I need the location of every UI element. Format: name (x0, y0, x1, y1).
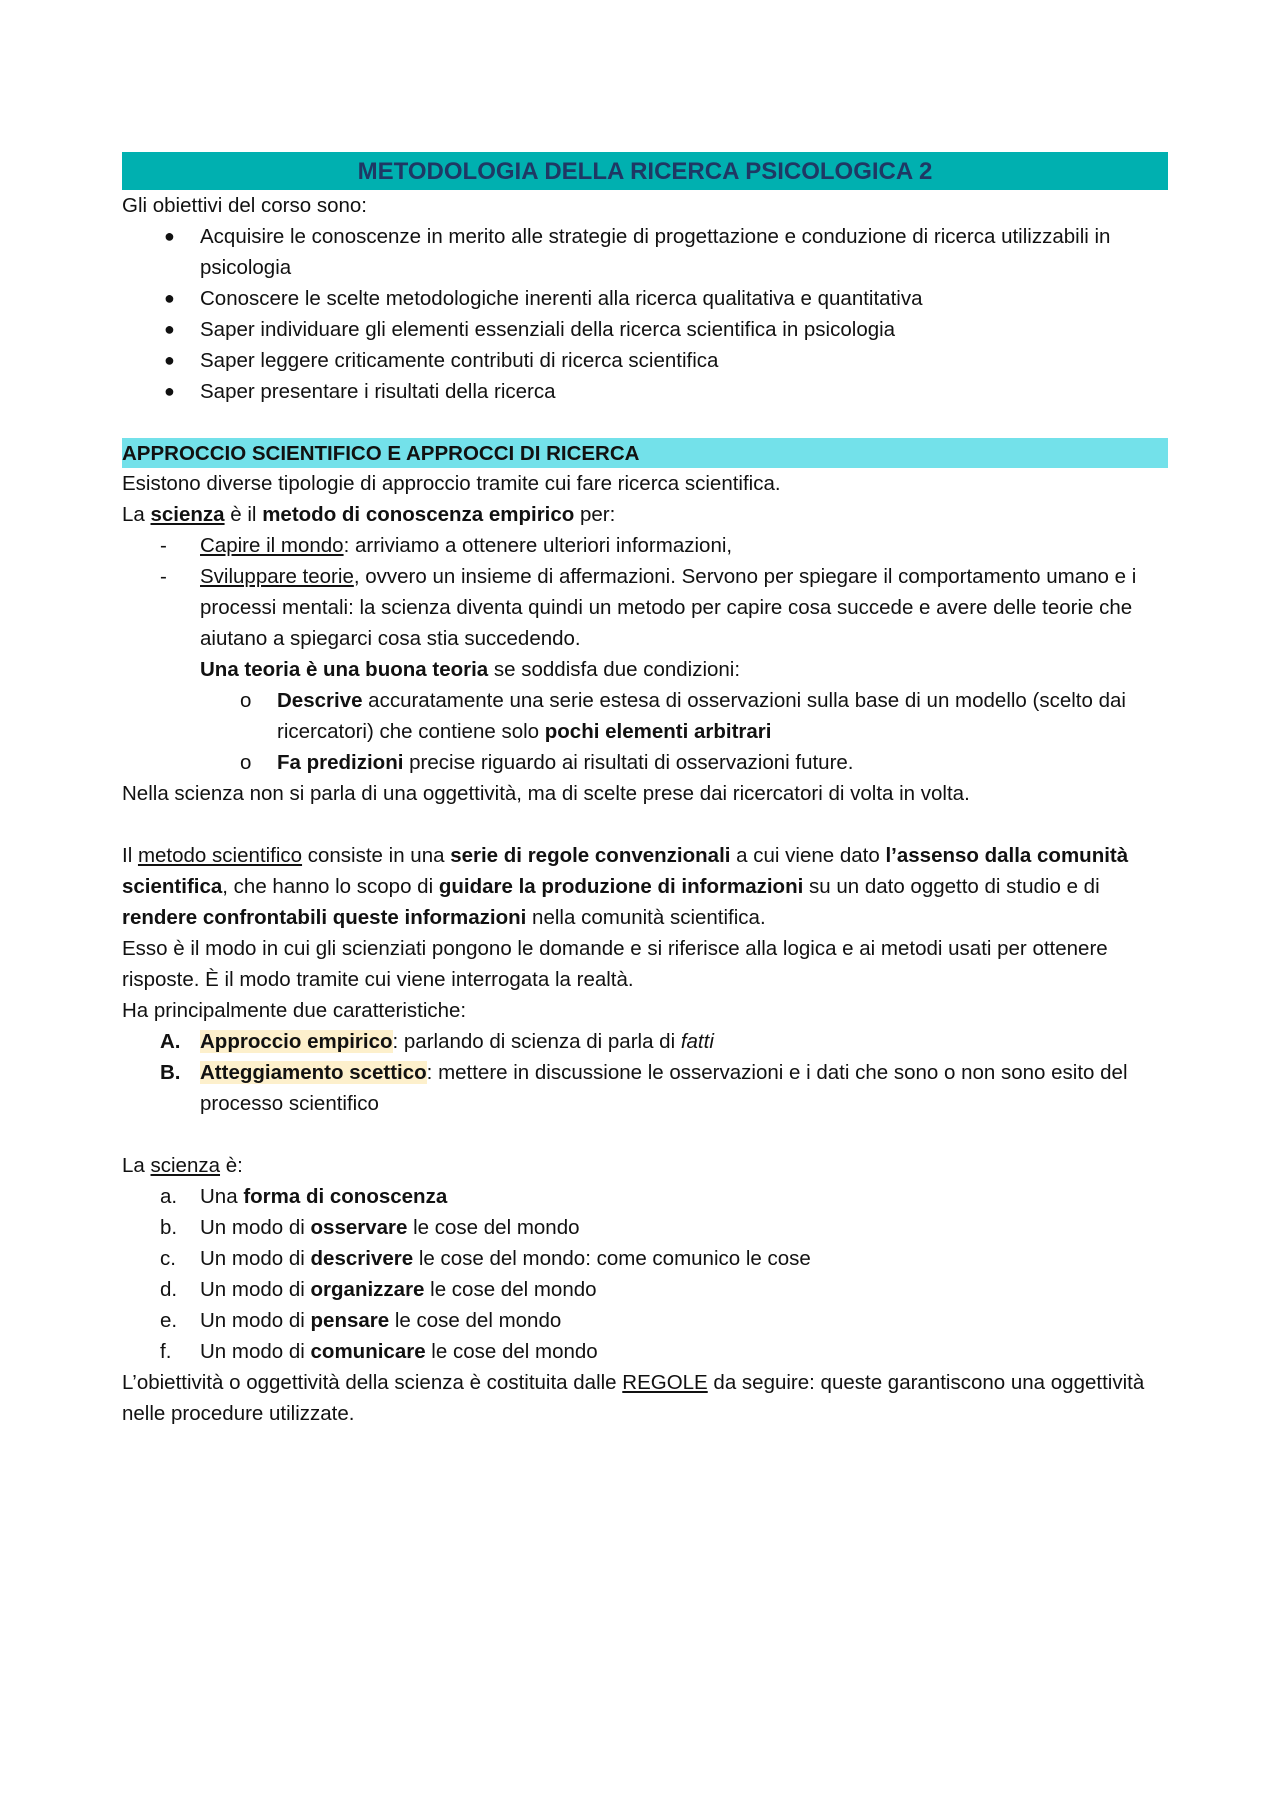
bullet-icon: ● (164, 226, 175, 246)
bullet-icon: ● (164, 319, 175, 339)
paragraph: La scienza è il metodo di conoscenza empirico per: (122, 503, 616, 526)
list-item: f. Un modo di comunicare le cose del mondo (160, 1340, 598, 1363)
list-item: b. Un modo di osservare le cose del mondo (160, 1216, 580, 1239)
list-item: ● Saper individuare gli elementi essenziali della ricerca scientifica in psicologia (122, 314, 1168, 345)
spacer (122, 1119, 1168, 1150)
condition-list (122, 685, 1168, 778)
circle-bullet-icon: o (240, 689, 252, 712)
list-item: a. Una forma di conoscenza (160, 1185, 448, 1208)
list-item: A. Approccio empirico: parlando di scienza di parla di fatti (160, 1030, 714, 1053)
circle-bullet-icon: o (240, 751, 252, 774)
document-page (122, 152, 1168, 1429)
dash-icon: - (160, 565, 167, 588)
bullet-icon: ● (164, 381, 175, 401)
paragraph: Ha principalmente due caratteristiche: (122, 999, 467, 1022)
list-item: e. Un modo di pensare le cose del mondo (160, 1309, 562, 1332)
list-item: d. Un modo di organizzare le cose del mondo (160, 1278, 597, 1301)
bullet-icon: ● (164, 350, 175, 370)
list-item: c. Un modo di descrivere le cose del mondo: come comunico le cose (160, 1247, 811, 1270)
document-title: METODOLOGIA DELLA RICERCA PSICOLOGICA 2 (122, 152, 1168, 190)
list-item: ● Conoscere le scelte metodologiche inerenti alla ricerca qualitativa e quantitativa (122, 283, 1168, 314)
dash-list (122, 530, 1168, 654)
objectives-list (122, 221, 1168, 407)
paragraph: L’obiettività o oggettività della scienza è costituita dalle REGOLE da seguire: queste garantiscono una oggettività nelle procedure utilizzate. (122, 1371, 1145, 1425)
paragraph: Il metodo scientifico consiste in una serie di regole convenzionali a cui viene dato l’assenso dalla comunità scientifica, che hanno lo scopo di guidare la produzione di informazioni su un dato oggetto di studio e di rendere confrontabili queste informazioni nella comunità scientifica. (122, 844, 1129, 929)
characteristics-list (122, 1026, 1168, 1119)
list-item: - Sviluppare teorie, ovvero un insieme di affermazioni. Servono per spiegare il comportamento umano e i processi mentali: la scienza diventa quindi un metodo per capire cosa succede e avere delle teorie che aiutano a spiegarci cosa stia succedendo. (122, 561, 1168, 654)
list-item: o Fa predizioni precise riguardo ai risultati di osservazioni future. (122, 747, 1168, 778)
paragraph: La scienza è: (122, 1154, 243, 1177)
list-item: B. Atteggiamento scettico: mettere in discussione le osservazioni e i dati che sono o non sono esito del processo scientifico (160, 1061, 1128, 1115)
list-item: o Descrive accuratamente una serie estesa di osservazioni sulla base di un modello (scelto dai ricercatori) che contiene solo pochi elementi arbitrari (122, 685, 1168, 747)
list-item: ● Saper leggere criticamente contributi di ricerca scientifica (122, 345, 1168, 376)
paragraph: Nella scienza non si parla di una oggettività, ma di scelte prese dai ricercatori di volta in volta. (122, 782, 970, 805)
bullet-icon: ● (164, 288, 175, 308)
paragraph: Esso è il modo in cui gli scienziati pongono le domande e si riferisce alla logica e ai metodi usati per ottenere risposte. È il modo tramite cui viene interrogata la realtà. (122, 937, 1108, 991)
objectives-intro: Gli obiettivi del corso sono: (122, 194, 367, 217)
forms-list (122, 1181, 1168, 1367)
list-item: ● Saper presentare i risultati della ricerca (122, 376, 1168, 407)
paragraph: Esistono diverse tipologie di approccio tramite cui fare ricerca scientifica. (122, 472, 781, 495)
paragraph: Una teoria è una buona teoria se soddisfa due condizioni: (200, 658, 741, 681)
list-item: ● Acquisire le conoscenze in merito alle strategie di progettazione e conduzione di ricerca utilizzabili in psicologia (122, 221, 1168, 283)
section-heading: APPROCCIO SCIENTIFICO E APPROCCI DI RICERCA (122, 438, 1168, 468)
spacer (122, 809, 1168, 840)
dash-icon: - (160, 534, 167, 557)
list-item: - Capire il mondo: arriviamo a ottenere ulteriori informazioni, (122, 530, 1168, 561)
